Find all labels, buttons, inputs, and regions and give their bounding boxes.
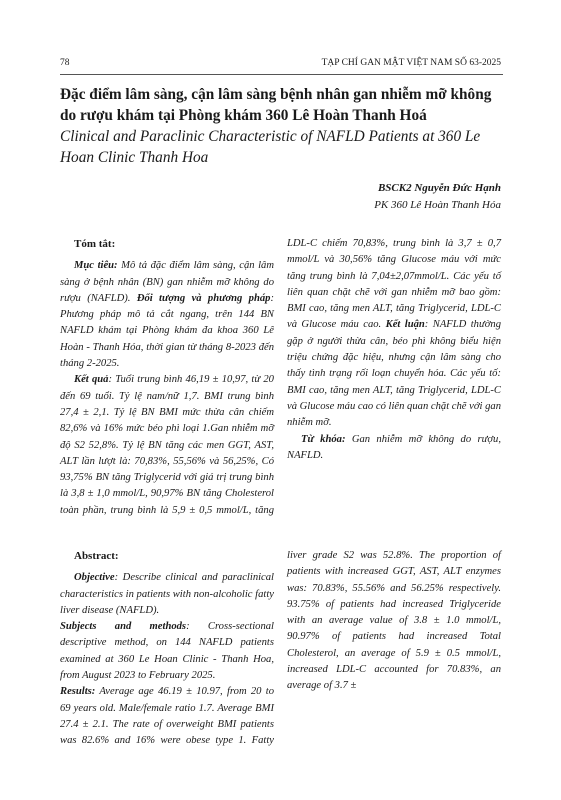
results-label: Kết quả bbox=[74, 374, 109, 386]
header-rule bbox=[60, 74, 503, 75]
abstract-heading: Abstract: bbox=[74, 550, 119, 562]
conclusion-label: Kết luận bbox=[385, 319, 425, 331]
summary-heading: Tóm tắt: bbox=[74, 238, 116, 250]
objective-label: Mục tiêu: bbox=[74, 260, 118, 272]
author-name: BSCK2 Nguyễn Đức Hạnh bbox=[377, 182, 501, 194]
summary-vietnamese bbox=[60, 236, 501, 532]
keywords-paragraph: Từ khóa: Gan nhiễm mỡ không do rượu, NAFLD. bbox=[287, 433, 502, 461]
methods-label-en: Subjects and methods bbox=[60, 621, 187, 633]
abstract-english bbox=[60, 548, 501, 760]
abstract-body: Objective: Describe clinical and paraclinical characteristics in patients with non-alcoholic fatty liver disease (NAFLD). bbox=[60, 572, 274, 616]
summary-body: Mục tiêu: Mô tả đặc điểm lâm sàng, cận lâm sàng ở bệnh nhân (BN) gan nhiễm mỡ không do rượu (NAFLD). Đối tượng và phương pháp: Phương pháp mô tả cắt ngang, trên 144 BN NAFLD khám tại Phòng khám đa khoa 360 Lê Hoàn - Thanh Hóa, thời gian từ tháng 8-2023 đến tháng 2-2025. bbox=[60, 260, 274, 370]
keywords-label: Từ khóa: bbox=[301, 433, 346, 445]
author-affiliation: PK 360 Lê Hoàn Thanh Hóa bbox=[374, 199, 501, 211]
methods-label: Đối tượng và phương pháp bbox=[136, 292, 271, 304]
results-paragraph: Kết quả: Tuổi trung bình 46,19 ± 10,97, từ 20 đến 69 tuổi. Tỷ lệ nam/nữ 1,7. BMI trung bình 27,4 ± 2,1. Tỷ lệ BN BMI mức thừa cân chiếm 82,6% và 16% mức béo phì loại 1.Gan nhiễm mỡ độ S2 52,8%. Tỷ lệ BN tăng các men GGT, AST, ALT lần lượt là: 70,83%, 55,56% và 56,25%, Có 93,75% BN tăng Triglycerid với giá trị trung bình là 3,8 ± 1,0 mmol/L, 90,97% BN tăng Cholesterol toàn phần, trung bình là 5,9 ± 0,5 mmol/L, tăng LDL-C chiếm 70,83%, trung bình là 3,7 ± 0,7 mmol/L và 30,56% tăng Glucose máu với mức tăng trung bình là 7,04±2,07mmol/L. Các yếu tố liên quan chặt chẽ với gan nhiễm mỡ bao gồm: BMI cao, tăng men ALT, tăng Triglycerid, LDL-C và Glucose máu cao. Kết luận: NAFLD thường gặp ở người thừa cân, béo phì không biểu hiện triệu chứng đặc hiệu, nhưng cận lâm sàng cho thấy tình trạng rối loạn chuyển hóa. Các yếu tố: BMI cao, tăng men ALT, tăng Triglycerid, LDL-C và Glucose máu cao có liên quan chặt chẽ với gan nhiễm mỡ. bbox=[60, 238, 501, 516]
methods-paragraph-en: Subjects and methods: Cross-sectional descriptive method, on 144 NAFLD patients examined at 360 Le Hoan Clinic - Thanh Hoa, from August 2023 to February 2025. bbox=[60, 621, 274, 682]
results-paragraph-en: Results: Average age 46.19 ± 10.97, from 20 to 69 years old. Male/female ratio 1.7. Average BMI 27.4 ± 2.1. The rate of overweight BMI patients was 82.6% and 16% were obese type 1. Fatty liver grade S2 was 52.8%. The proportion of patients with increased GGT, AST, ALT enzymes was: 70.83%, 55.56% and 56.25% respectively. 93.75% of patients had increased Triglyceride with an average value of 3.8 ± 1.0 mmol/L, 90.97% of patients had increased Total Cholesterol, an average of 5.9 ± 0.5 mmol/L, increased LDL-C accounted for 70.83%, an average of 3.7 ± bbox=[60, 550, 501, 747]
results-label-en: Results: bbox=[60, 686, 96, 698]
title-vietnamese: Đặc điểm lâm sàng, cận lâm sàng bệnh nhân gan nhiễm mỡ không do rượu khám tại Phòng khám 360 Lê Hoàn Thanh Hoá bbox=[60, 86, 492, 124]
page-number: 78 bbox=[60, 58, 70, 68]
author-block bbox=[374, 180, 501, 214]
title-english: Clinical and Paraclinic Characteristic of NAFLD Patients at 360 Le Hoan Clinic Thanh Hoa bbox=[60, 128, 481, 166]
journal-header: TẠP CHÍ GAN MẬT VIỆT NAM SỐ 63-2025 bbox=[321, 58, 501, 68]
objective-label-en: Objective bbox=[74, 572, 115, 584]
